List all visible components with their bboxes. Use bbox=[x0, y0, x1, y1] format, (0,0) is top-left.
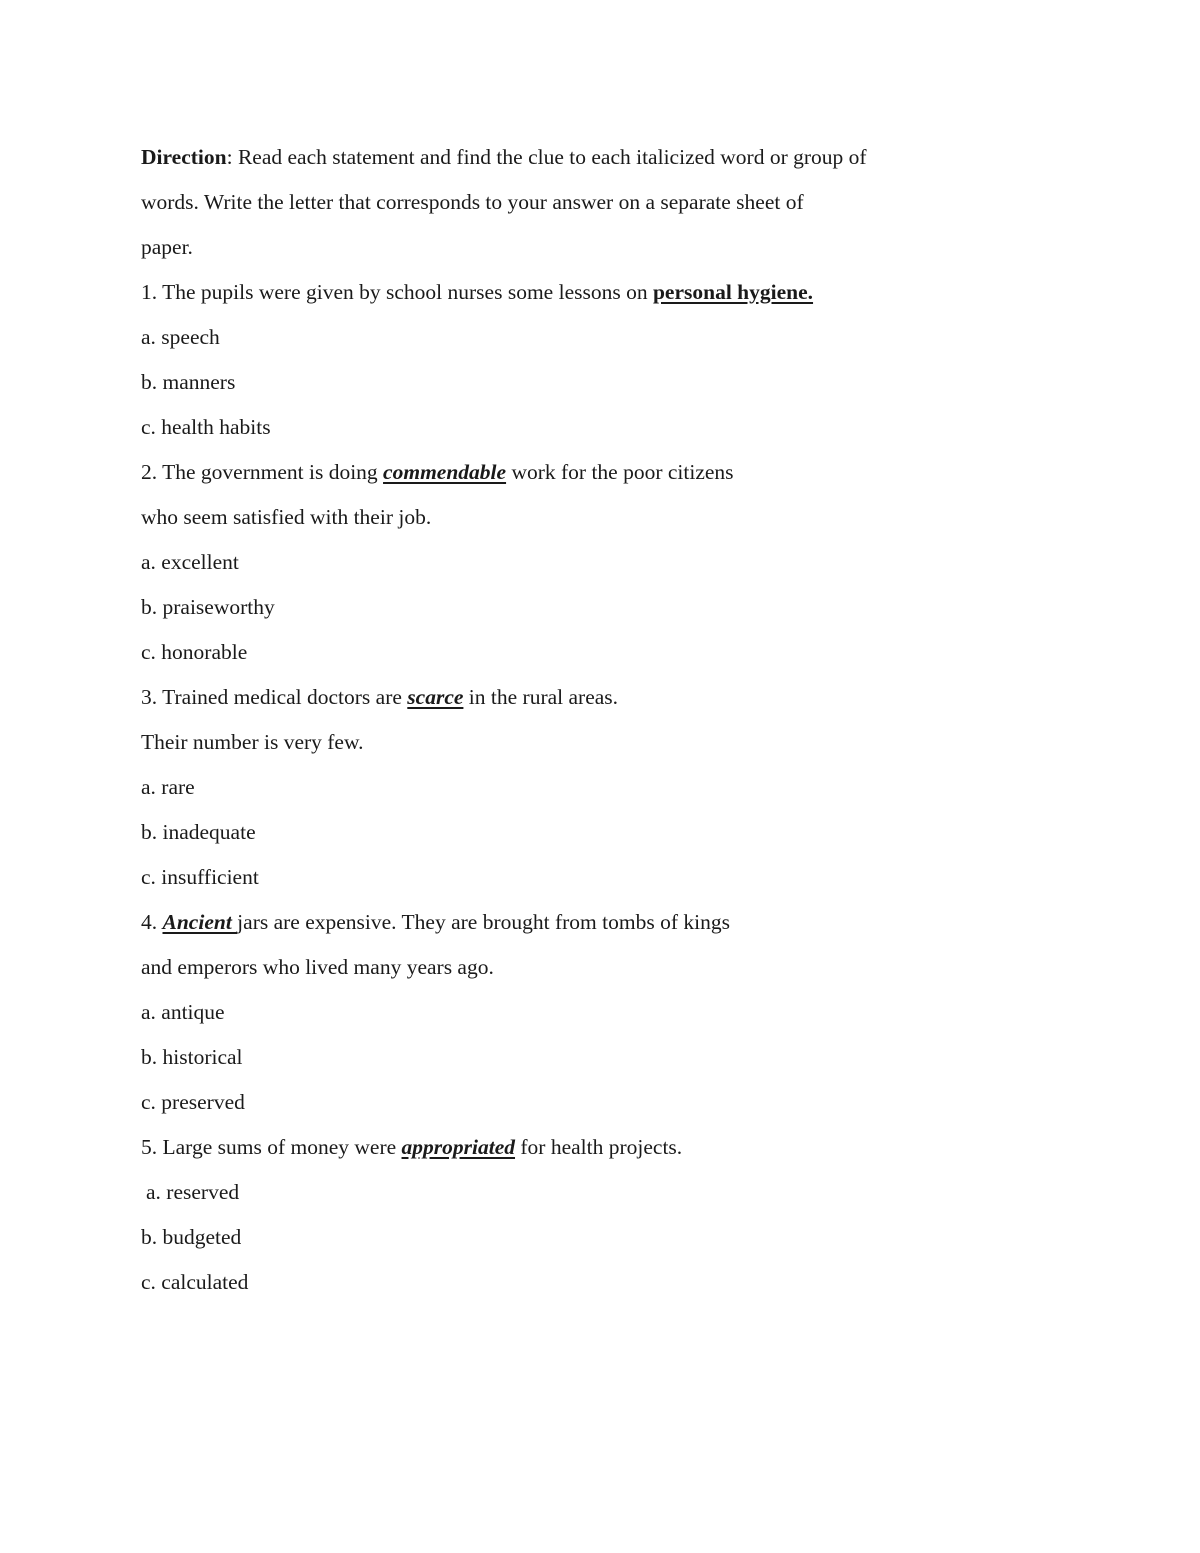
question-2-choice-a: a. excellent bbox=[141, 550, 239, 574]
question-1-choice-a: a. speech bbox=[141, 325, 220, 349]
question-2-choice-b: b. praiseworthy bbox=[141, 595, 275, 619]
worksheet-content bbox=[141, 135, 961, 1305]
question-2-continuation: who seem satisfied with their job. bbox=[141, 505, 432, 529]
question-2-choice-c: c. honorable bbox=[141, 640, 248, 664]
question-5-choice-b: b. budgeted bbox=[141, 1225, 242, 1249]
question-4-statement: 4. Ancient jars are expensive. They are brought from tombs of kings bbox=[141, 910, 730, 934]
question-3-choice-b: b. inadequate bbox=[141, 820, 256, 844]
direction-line-3: paper. bbox=[141, 235, 193, 259]
question-3-choice-a: a. rare bbox=[141, 775, 195, 799]
question-3-term: scarce bbox=[407, 685, 464, 709]
direction-text: : Read each statement and find the clue to each italicized word or group of bbox=[226, 145, 867, 169]
question-2-statement: 2. The government is doing commendable work for the poor citizens bbox=[141, 460, 734, 484]
question-1-choice-c: c. health habits bbox=[141, 415, 271, 439]
question-4-choice-c: c. preserved bbox=[141, 1090, 245, 1114]
question-5-choice-c: c. calculated bbox=[141, 1270, 249, 1294]
direction-line-2: words. Write the letter that corresponds to your answer on a separate sheet of bbox=[141, 190, 804, 214]
direction-line-1 bbox=[141, 135, 961, 180]
question-5-term: appropriated bbox=[401, 1135, 516, 1159]
question-2-term: commendable bbox=[383, 460, 507, 484]
question-1-term: personal hygiene. bbox=[652, 280, 814, 304]
question-1-statement: 1. The pupils were given by school nurses some lessons on personal hygiene. bbox=[141, 280, 814, 304]
question-3-statement: 3. Trained medical doctors are scarce in the rural areas. bbox=[141, 685, 619, 709]
question-4-term: Ancient bbox=[162, 910, 238, 934]
direction-label: Direction bbox=[141, 145, 227, 169]
question-4-choice-a: a. antique bbox=[141, 1000, 225, 1024]
question-3-continuation: Their number is very few. bbox=[141, 730, 364, 754]
question-5-choice-a: a. reserved bbox=[146, 1180, 240, 1204]
question-4-continuation: and emperors who lived many years ago. bbox=[141, 955, 494, 979]
question-3-choice-c: c. insufficient bbox=[141, 865, 259, 889]
question-4-choice-b: b. historical bbox=[141, 1045, 243, 1069]
question-1-choice-b: b. manners bbox=[141, 370, 236, 394]
question-5-statement: 5. Large sums of money were appropriated for health projects. bbox=[141, 1135, 683, 1159]
